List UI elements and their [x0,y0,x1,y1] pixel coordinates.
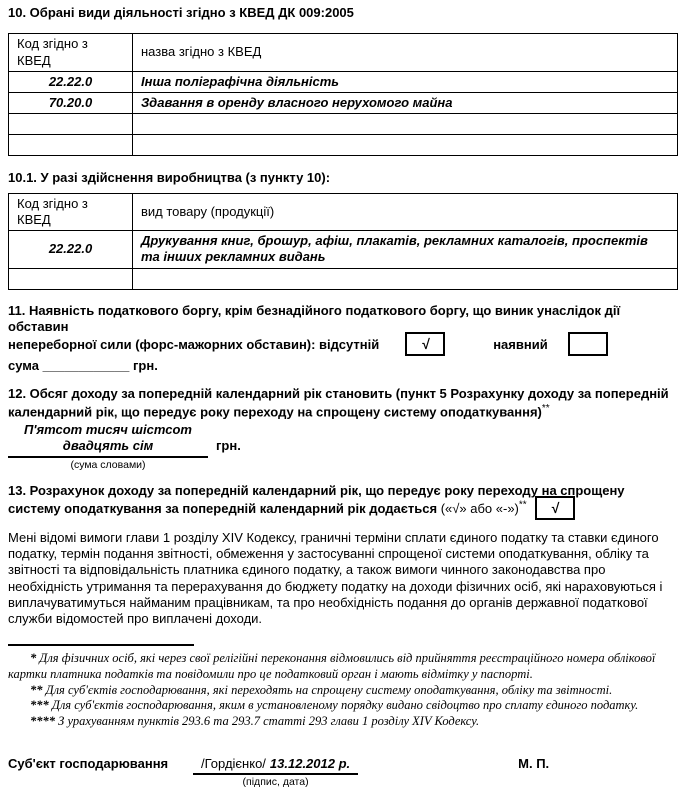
amount-words-caption: (сума словами) [70,458,146,471]
signature-caption: (підпис, дата) [242,775,309,788]
table-row [9,114,678,135]
income-amount-words-field[interactable]: П'ятсот тисяч шістсот двадцять сім [8,422,208,458]
business-subject-label: Суб'єкт господарювання [8,755,169,771]
footnote: *** Для суб'єктів господарювання, яким в установленому порядку видано свідоцтво про сплату єдиного податку. [30,698,639,713]
section-13-text: 13. Розрахунок доходу за попередній календарний рік, що передує року переходу на спрощену систему оподаткування за попередній календарний рік додається [8,482,625,516]
footnote: * Для фізичних осіб, які через свої релігійні переконання відмовились від прийняття реєстраційного номера облікової картки платника податків та повідомили про це податковий орган і мають відмітку у паспорті. [8,651,656,682]
table-row [9,93,678,114]
section-13-note: («√» або «-») [440,500,519,516]
kved-name-cell-empty[interactable] [133,135,678,156]
section-12-text: 12. Обсяг доходу за попередній календарний рік становить (пункт 5 Розрахунку доходу за попередній календарний рік, що передує року переходу на спрощену систему оподаткування)** [8,386,669,419]
footnotes [8,651,678,729]
table-row [9,231,678,269]
debt-sum-field[interactable]: ____________ [42,358,130,373]
footnote-ref: ** [541,402,550,414]
section-12 [8,386,678,471]
table-header-row [9,193,678,231]
kved-code-cell: 22.22.0 [9,231,133,269]
kved-code-cell-empty[interactable] [9,114,133,135]
kved-name-cell-empty[interactable] [133,114,678,135]
section-11-line1: 11. Наявність податкового боргу, крім безнадійного податкового боргу, що виник унаслідок дії обставин [8,302,621,334]
signature-block [193,756,358,789]
footnote: **** З урахуванням пунктів 293.6 та 293.7 статті 293 глави 1 розділу XIV Кодексу. [30,713,480,728]
kved-name-cell: Здавання в оренду власного нерухомого майна [133,93,678,114]
section-11 [8,303,678,375]
signature-field[interactable] [193,756,358,775]
production-table [8,193,678,290]
footnote-ref: ** [518,499,527,511]
checkbox-debt-absent[interactable]: √ [405,332,445,356]
col-header-code: Код згідно з КВЕД [9,34,133,72]
signature-footer [8,756,678,789]
signature-name: /Гордієнко/ [201,755,266,771]
seal-placeholder: М. П. [518,755,550,771]
col-header-name: назва згідно з КВЕД [133,34,678,72]
col-header-product: вид товару (продукції) [133,193,678,231]
footnote: ** Для суб'єктів господарювання, які переходять на спрощену систему оподаткування, обліку та звітності. [30,682,613,697]
product-name-cell: Друкування книг, брошур, афіш, плакатів, рекламних каталогів, проспектів та інших рекламних видань [133,231,678,269]
col-header-code: Код згідно з КВЕД [9,193,133,231]
checkbox-debt-present[interactable] [568,332,608,356]
section-11-line2 [8,335,678,356]
section-10-heading: 10. Обрані види діяльності згідно з КВЕД ДК 009:2005 [8,5,354,20]
kved-name-cell: Інша поліграфічна діяльність [133,71,678,92]
activities-table [8,33,678,156]
table-row [9,71,678,92]
declaration-statement: Мені відомі вимоги глави 1 розділу XIV Кодексу, граничні терміни сплати єдиного податку та ставки єдиного податку, термін подання звітності, обмеження у застосуванні спрощеної системи оподаткування, обліку та звітності та відповідальність платника єдиного податку, а також вимоги чинного законодавства про необхідність утримання та перерахування до бюджету податку на доходи фізичних осіб, які нараховуються і виплачуватимуться найманим працівникам, та про необхідність подання до органів державної податкової служби відомостей про виплачені доходи. [8,529,663,627]
kved-code-cell-empty[interactable] [9,135,133,156]
section-13 [8,483,678,520]
table-row [9,268,678,289]
kved-code-cell-empty[interactable] [9,268,133,289]
table-header-row [9,34,678,72]
currency-label: грн. [132,358,158,373]
footnote-separator [8,644,194,646]
kved-code-cell: 70.20.0 [9,93,133,114]
debt-present-label: наявний [493,336,548,352]
debt-sum-row [8,358,678,374]
checkbox-calculation-attached[interactable]: √ [535,496,575,520]
signature-date: 13.12.2012 р. [269,755,351,771]
product-name-cell-empty[interactable] [133,268,678,289]
section-10-1-heading: 10.1. У разі здійснення виробництва (з пункту 10): [8,170,331,186]
table-row [9,135,678,156]
currency-label: грн. [216,438,241,454]
sum-label: сума [8,358,39,373]
income-amount-row [8,422,678,458]
section-11-line2-text: непереборної сили (форс-мажорних обставин): відсутній [8,336,380,352]
kved-code-cell: 22.22.0 [9,71,133,92]
